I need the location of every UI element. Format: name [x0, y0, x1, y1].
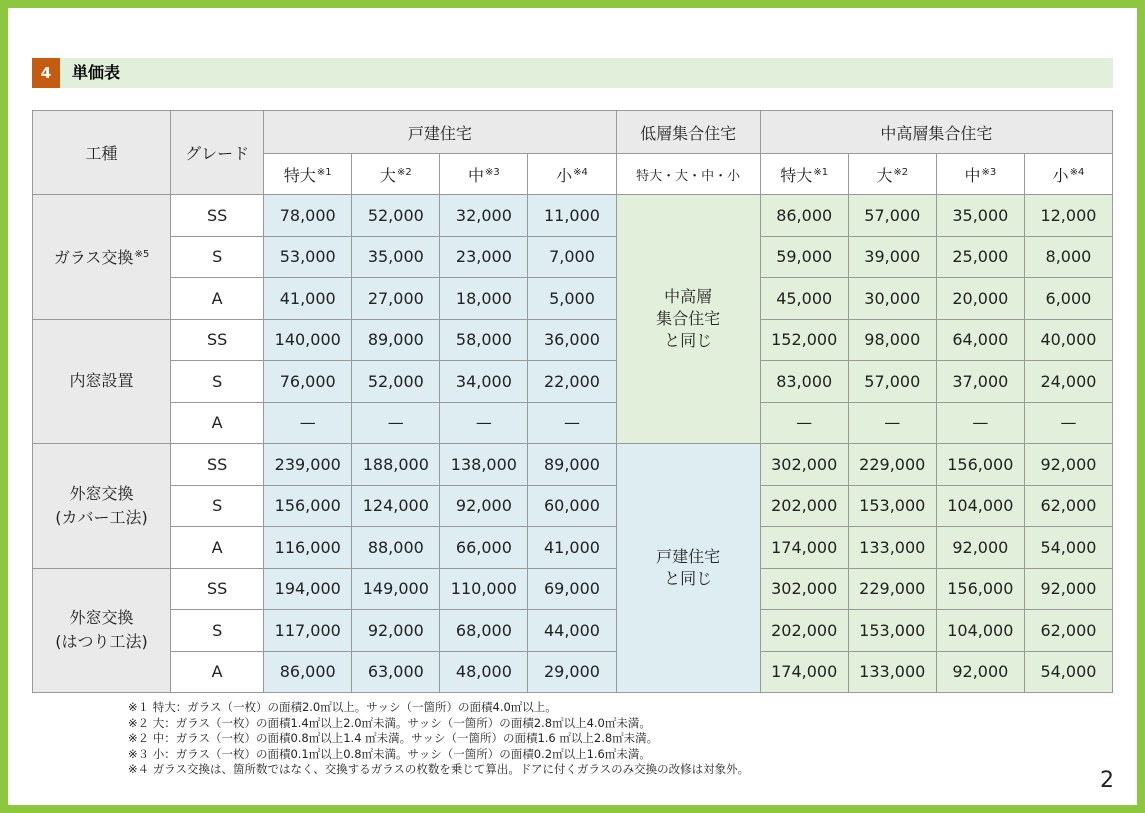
price-cell: 25,000 [936, 236, 1024, 278]
price-cell: — [760, 402, 848, 444]
category-line: (カバー工法) [55, 507, 148, 527]
grade-cell: S [171, 485, 264, 527]
price-cell: 116,000 [264, 527, 352, 569]
price-cell: 83,000 [760, 361, 848, 403]
merged-line: 中高層 [664, 287, 713, 306]
size-label: 大 [876, 165, 893, 185]
table-row [33, 319, 1113, 361]
header-size-s [1024, 154, 1112, 195]
grade-cell: A [171, 402, 264, 444]
category-label: ガラス交換 [53, 248, 134, 268]
price-cell: 153,000 [848, 610, 936, 652]
price-cell: 60,000 [528, 485, 616, 527]
size-label: 小 [556, 165, 573, 185]
grade-cell: SS [171, 444, 264, 486]
price-cell: 88,000 [352, 527, 440, 569]
price-table [32, 110, 1113, 693]
price-cell: 78,000 [264, 195, 352, 237]
header-size-xl [264, 154, 352, 195]
price-cell: 44,000 [528, 610, 616, 652]
price-cell: 202,000 [760, 485, 848, 527]
price-cell: 39,000 [848, 236, 936, 278]
table-row [33, 278, 1113, 320]
header-size-m [936, 154, 1024, 195]
price-cell: 89,000 [352, 319, 440, 361]
grade-cell: A [171, 651, 264, 693]
category-line: 外窓交換 [69, 608, 134, 628]
price-cell: 57,000 [848, 361, 936, 403]
header-size-s [528, 154, 616, 195]
price-cell: 174,000 [760, 651, 848, 693]
price-cell: 41,000 [528, 527, 616, 569]
price-cell: 156,000 [936, 444, 1024, 486]
price-cell: 133,000 [848, 651, 936, 693]
price-cell: 18,000 [440, 278, 528, 320]
footnote: ※３ 小：ガラス（一枚）の面積0.1㎡以上0.8㎡未満。サッシ（一箇所）の面積0.2㎡以上1.6㎡未満。 [128, 746, 651, 761]
price-cell: 89,000 [528, 444, 616, 486]
footnote: ※１ 特大：ガラス（一枚）の面積2.0㎡以上。サッシ（一箇所）の面積4.0㎡以上。 [128, 700, 557, 714]
header-work-type: 工種 [33, 111, 171, 195]
price-cell: 48,000 [440, 651, 528, 693]
size-note: ※4 [573, 166, 588, 178]
price-cell: 63,000 [352, 651, 440, 693]
price-cell: — [528, 402, 616, 444]
merged-line: と同じ [664, 331, 713, 350]
price-cell: 7,000 [528, 236, 616, 278]
price-cell: 194,000 [264, 568, 352, 610]
price-cell: — [848, 402, 936, 444]
price-cell: — [264, 402, 352, 444]
table-row [33, 610, 1113, 652]
price-cell: 104,000 [936, 485, 1024, 527]
price-cell: 86,000 [760, 195, 848, 237]
page-number: 2 [1100, 768, 1114, 793]
price-cell: 53,000 [264, 236, 352, 278]
price-cell: 86,000 [264, 651, 352, 693]
header-grade: グレード [171, 111, 264, 195]
grade-cell: S [171, 610, 264, 652]
section-title: 単価表 [72, 63, 121, 82]
header-size-m [440, 154, 528, 195]
price-cell: 64,000 [936, 319, 1024, 361]
price-cell: 23,000 [440, 236, 528, 278]
table-row [33, 485, 1113, 527]
price-cell: 92,000 [440, 485, 528, 527]
footnote: ※２ 大：ガラス（一枚）の面積1.4㎡以上2.0㎡未満。サッシ（一箇所）の面積2.8㎡以上4.0㎡未満。 [128, 715, 651, 730]
merged-line: 集合住宅 [656, 309, 721, 328]
price-cell: 27,000 [352, 278, 440, 320]
price-cell: 229,000 [848, 444, 936, 486]
section-header [32, 58, 1113, 88]
price-cell: 202,000 [760, 610, 848, 652]
price-cell: 92,000 [1024, 444, 1112, 486]
section-number: 4 [32, 58, 60, 88]
size-note: ※1 [813, 166, 829, 178]
low-rise-same-as-detached [616, 444, 760, 693]
footnotes [128, 700, 749, 778]
price-cell: 52,000 [352, 195, 440, 237]
grade-cell: A [171, 278, 264, 320]
category-note: ※5 [134, 249, 150, 261]
table-row [33, 527, 1113, 569]
price-cell: 54,000 [1024, 651, 1112, 693]
price-cell: 8,000 [1024, 236, 1112, 278]
price-cell: 35,000 [936, 195, 1024, 237]
price-cell: 104,000 [936, 610, 1024, 652]
price-cell: 62,000 [1024, 485, 1112, 527]
category-outer-cover [33, 444, 171, 569]
grade-cell: S [171, 361, 264, 403]
price-cell: 229,000 [848, 568, 936, 610]
size-note: ※1 [316, 166, 332, 178]
merged-line: 戸建住宅 [656, 547, 721, 566]
table-row [33, 444, 1113, 486]
price-cell: 30,000 [848, 278, 936, 320]
size-label: 小 [1052, 165, 1069, 185]
size-label: 中 [964, 165, 981, 185]
price-cell: 58,000 [440, 319, 528, 361]
category-inner-window: 内窓設置 [33, 319, 171, 444]
size-label: 大 [379, 165, 396, 185]
header-size-xl [760, 154, 848, 195]
price-cell: 36,000 [528, 319, 616, 361]
price-cell: 153,000 [848, 485, 936, 527]
price-cell: 133,000 [848, 527, 936, 569]
price-cell: 62,000 [1024, 610, 1112, 652]
header-size-l [352, 154, 440, 195]
merged-line: と同じ [664, 569, 713, 588]
table-row [33, 236, 1113, 278]
price-cell: 92,000 [936, 651, 1024, 693]
price-cell: 29,000 [528, 651, 616, 693]
footnote: ※２ 中：ガラス（一枚）の面積0.8㎡以上1.4 ㎡未満。サッシ（一箇所）の面積1.6 ㎡以上2.8㎡未満。 [128, 731, 659, 745]
grade-cell: SS [171, 195, 264, 237]
price-cell: 92,000 [352, 610, 440, 652]
price-cell: 174,000 [760, 527, 848, 569]
size-note: ※2 [396, 166, 412, 178]
price-cell: 239,000 [264, 444, 352, 486]
price-cell: 11,000 [528, 195, 616, 237]
price-cell: 40,000 [1024, 319, 1112, 361]
category-line: 外窓交換 [69, 483, 134, 503]
price-cell: — [1024, 402, 1112, 444]
price-cell: 66,000 [440, 527, 528, 569]
category-glass [33, 195, 171, 320]
header-size-l [848, 154, 936, 195]
price-cell: 12,000 [1024, 195, 1112, 237]
price-cell: 76,000 [264, 361, 352, 403]
grade-cell: A [171, 527, 264, 569]
size-note: ※3 [485, 166, 500, 178]
header-mid-high: 中高層集合住宅 [760, 111, 1112, 154]
price-cell: 24,000 [1024, 361, 1112, 403]
price-cell: 117,000 [264, 610, 352, 652]
price-cell: 54,000 [1024, 527, 1112, 569]
price-cell: 156,000 [264, 485, 352, 527]
price-cell: 302,000 [760, 444, 848, 486]
price-cell: 57,000 [848, 195, 936, 237]
table-row [33, 195, 1113, 237]
price-cell: — [352, 402, 440, 444]
price-cell: 41,000 [264, 278, 352, 320]
price-cell: 6,000 [1024, 278, 1112, 320]
size-label: 特大 [283, 165, 316, 185]
size-label: 中 [468, 165, 485, 185]
footnote: ※４ ガラス交換は、箇所数ではなく、交換するガラスの枚数を乗じて算出。ドアに付くガラスのみ交換の改修は対象外。 [128, 762, 750, 776]
price-cell: 152,000 [760, 319, 848, 361]
price-cell: 149,000 [352, 568, 440, 610]
header-detached: 戸建住宅 [264, 111, 616, 154]
size-label: 特大 [780, 165, 813, 185]
price-cell: 68,000 [440, 610, 528, 652]
price-cell: 124,000 [352, 485, 440, 527]
price-cell: 92,000 [1024, 568, 1112, 610]
price-cell: 98,000 [848, 319, 936, 361]
price-cell: 45,000 [760, 278, 848, 320]
category-line: (はつり工法) [55, 632, 148, 652]
table-row [33, 568, 1113, 610]
price-cell: 92,000 [936, 527, 1024, 569]
price-cell: 110,000 [440, 568, 528, 610]
price-cell: 302,000 [760, 568, 848, 610]
price-cell: 5,000 [528, 278, 616, 320]
header-low-rise: 低層集合住宅 [616, 111, 760, 154]
header-low-rise-sizes: 特大・大・中・小 [616, 154, 760, 195]
header-row-1 [33, 111, 1113, 154]
size-note: ※2 [893, 166, 909, 178]
price-cell: 34,000 [440, 361, 528, 403]
size-note: ※3 [981, 166, 997, 178]
grade-cell: SS [171, 319, 264, 361]
price-cell: 188,000 [352, 444, 440, 486]
grade-cell: S [171, 236, 264, 278]
table-row [33, 651, 1113, 693]
price-cell: 140,000 [264, 319, 352, 361]
grade-cell: SS [171, 568, 264, 610]
table-row [33, 361, 1113, 403]
price-cell: — [440, 402, 528, 444]
price-cell: 59,000 [760, 236, 848, 278]
price-cell: 37,000 [936, 361, 1024, 403]
price-cell: 32,000 [440, 195, 528, 237]
price-cell: 35,000 [352, 236, 440, 278]
table-row [33, 402, 1113, 444]
low-rise-same-as-mid [616, 195, 760, 444]
price-cell: 138,000 [440, 444, 528, 486]
category-outer-hatsuri [33, 568, 171, 693]
price-cell: 20,000 [936, 278, 1024, 320]
price-cell: — [936, 402, 1024, 444]
price-cell: 69,000 [528, 568, 616, 610]
price-cell: 156,000 [936, 568, 1024, 610]
price-cell: 52,000 [352, 361, 440, 403]
price-cell: 22,000 [528, 361, 616, 403]
size-note: ※4 [1069, 166, 1085, 178]
